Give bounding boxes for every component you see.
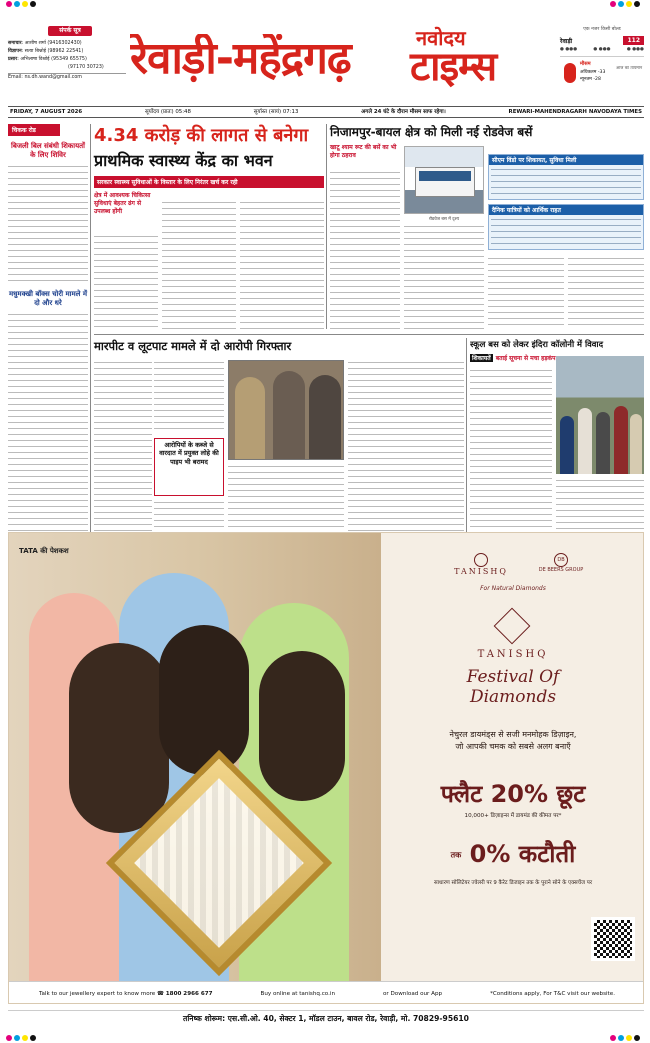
contact-extra: (97170 30723) (68, 65, 104, 70)
mid-left-story (94, 338, 344, 556)
edition-badge: 112 (623, 36, 644, 45)
crowd-photo (556, 356, 644, 474)
ad-offer-2: तक 0% कटौती (450, 840, 576, 868)
tr-sidebar-2 (488, 204, 644, 250)
lead-body-col3 (240, 200, 324, 329)
print-registration-marks-bottom (0, 1034, 650, 1042)
tr-body-col4 (568, 256, 644, 329)
left-body-1 (8, 164, 88, 284)
ad-hindi-2: जो आपकी चमक को सबसे अलग बनाएँ (455, 742, 571, 751)
left-headline-1: बिजली बिल संबंधी शिकायतों के लिए शिविर (11, 142, 85, 159)
ml-body-col2 (154, 360, 224, 434)
lead-strap: सरकार स्वास्थ्य सुविधाओं के विस्तार के लिए निरंतर खर्च कर रही (94, 176, 324, 188)
ad-photo (9, 533, 381, 981)
brand-block (406, 24, 556, 94)
mr-subhead-tag: शिकायतें (472, 355, 491, 362)
left-body-2 (8, 312, 88, 548)
edition-box (560, 26, 644, 94)
ad-showroom: तनिष्क शोरूम: एस.सी.ओ. 40, सेक्टर 1, मॉडल टाउन, बावल रोड, रेवाड़ी, मो. 70829-95610 (8, 1010, 644, 1026)
ad-call: Talk to our jewellery expert to know more ☎ 1800 2966 677 (39, 990, 213, 997)
contact-email: Email: ns.dh.wand@gmail.com (8, 73, 126, 82)
ad-online[interactable]: Buy online at tanishq.co.in (260, 990, 335, 997)
dateline (8, 106, 644, 118)
lead-body-col1 (94, 234, 158, 329)
weather-text: आज का तापमान (616, 65, 643, 70)
ad-app[interactable]: or Download our App (383, 990, 443, 997)
edition-city: रेवाड़ी (560, 37, 573, 45)
ad-hindi-1: नेचुरल डायमंड्स से सजी मनमोहक डिज़ाइन, (449, 730, 577, 739)
accused-photo (228, 360, 344, 460)
ad-offer-1-sub: 10,000+ डिज़ाइन्स में डायमंड की कीमत पर* (464, 813, 562, 819)
lead-story (94, 124, 324, 329)
tr-body-col2 (404, 224, 484, 329)
contact-news: समाचार: आशीष शर्मा (9416302430) (8, 41, 82, 46)
tr-body-col1 (330, 170, 400, 329)
brand-bottom: टाइम्स (410, 44, 497, 90)
bullet-3: ● ●●● (626, 47, 644, 52)
phone-icon: ☎ (157, 990, 164, 997)
tr-sidebar-1 (488, 154, 644, 200)
contact-ads: विज्ञापन: सत्या बिश्नोई (98962 22541) (8, 49, 84, 54)
tr-headline: निजामपुर-बायल क्षेत्र को मिली नई रोडवेज बसें (330, 125, 533, 139)
tanishq-logo (441, 553, 521, 583)
lead-headline-second: प्राथमिक स्वास्थ्य केंद्र का भवन (94, 151, 273, 170)
ad-offer-1: फ्लैट 20% छूट (440, 780, 586, 808)
dateline-ticker: अगले 24 घंटे के दौरान मौसम साफ रहेगा। (361, 109, 446, 115)
ad-phone[interactable]: 1800 2966 677 (165, 990, 213, 997)
mr-body-col1 (470, 368, 552, 556)
ad-brand-2: TANISHQ (477, 649, 549, 660)
dateline-sunset: सूर्यास्त (सायं) 07:13 (253, 109, 299, 115)
print-registration-marks (0, 0, 650, 8)
ml-callout: आरोपियों के कब्जे से वारदात में प्रयुक्त लोहे की पाइप भी बरामद (154, 438, 224, 496)
contact-box (8, 27, 126, 92)
ad-footer (9, 981, 644, 1004)
ad-festival: Festival Of Diamonds (466, 667, 560, 707)
contact-circulation: प्रसार: अभिलाषा विश्नोई (95349 65575) (8, 57, 87, 62)
weather-sun-icon (564, 63, 576, 83)
masthead-title: रेवाड़ी-महेंद्रगढ़ (130, 34, 351, 84)
left-headline-2: मधुमक्खी बॉक्स चोरी मामले में दो और धरे (8, 290, 88, 307)
tanishq-emblem-icon (474, 553, 488, 567)
contact-header: संपर्क सूत्र (48, 26, 92, 36)
bus-caption: रोडवेज बस में दृश्य (428, 217, 459, 222)
sidebar-1-title: सीएम विंडो पर शिकायत, सुविधा मिली (489, 155, 643, 165)
ad-partner: DE BEERS GROUP (538, 567, 584, 573)
weather-max: अधिकतम -33 (580, 70, 606, 75)
dateline-sunrise: सूर्योदय (प्रातः) 05:48 (144, 109, 191, 115)
tr-subhead: खाटू श्याम रूट की बसें का भी होगा ठहराव (330, 144, 397, 159)
left-column (8, 124, 88, 556)
ad-sponsor: TATA की पेशकश (19, 547, 69, 555)
top-right-story (330, 124, 644, 329)
ml-headline: मारपीट व लूटपाट मामले में दो आरोपी गिरफ्तार (94, 339, 292, 353)
festival-emblem-icon (494, 608, 531, 645)
lead-headline-big: 4.34 करोड़ की लागत से बनेगा (94, 125, 309, 146)
tr-body-col3 (488, 256, 564, 329)
lead-subhead: क्षेत्र में आवश्यक चिकित्सा सुविधाएं बेहतर ढंग से उपलब्ध होंगी (94, 192, 151, 215)
edition-header: एक नजर किसी बोल्ड (583, 27, 621, 32)
mr-subhead: शिकायतें बताई सूचना से मचा हड़कंप (472, 355, 556, 362)
db-emblem-icon: DB (554, 553, 568, 567)
qr-code[interactable] (591, 917, 635, 961)
tanishq-ad (8, 532, 644, 1004)
ad-copy (381, 533, 644, 981)
ad-conditions: *Conditions apply, For T&C visit our website. (490, 990, 615, 997)
bullet-2: ● ●●● (593, 47, 611, 52)
ad-offer-2-sub: साधारण सोलिटेयर ज्वेलरी पर 9 कैरेट डिजाइन तक के पुराने सोने के एक्सचेंज पर (433, 880, 593, 886)
mr-headline: स्कूल बस को लेकर इंदिरा कॉलोनी में विवाद (470, 339, 604, 349)
ml-body-col1 (94, 360, 152, 556)
ad-tagline: For Natural Diamonds (480, 585, 546, 592)
brand-top: नवोदय (416, 26, 466, 50)
sidebar-2-title: दैनिक यात्रियों को आर्थिक राहत (489, 205, 643, 215)
bus-photo (404, 146, 484, 214)
masthead (8, 26, 644, 92)
mid-right-story (470, 338, 644, 556)
dateline-date: FRIDAY, 7 AUGUST 2026 (10, 109, 83, 115)
mid-center-body-2 (408, 360, 464, 556)
dateline-paper: REWARI-MAHENDRAGARH NAVODAYA TIMES (508, 109, 642, 115)
lead-body-col2 (162, 200, 236, 329)
bullet-1: ● ●●● (560, 47, 578, 52)
ad-brand: TANISHQ (454, 567, 508, 576)
left-tag: चिकक रोड (8, 124, 60, 136)
db-logo (521, 553, 601, 583)
weather-min: न्यूनतम -28 (580, 77, 601, 82)
weather-title: मौसम (580, 61, 591, 67)
